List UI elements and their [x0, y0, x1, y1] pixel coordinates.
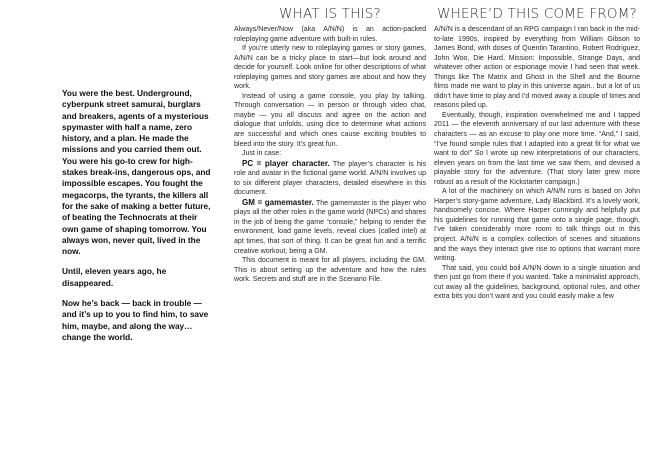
gm-text: The gamemaster is the player who plays all the other roles in the game world (NPCs) and shares in the job of being the game “console,” helping to render the environment, load game levels, reveal clues (called intel) at apt times, that sort of thing. It can be great fun and a terrific creative workout, being a GM.	[234, 199, 427, 255]
intro-paragraph: Now he’s back — back in trouble — and it’s up to you to find him, to save him, maybe, and along the way… change the world.	[62, 298, 209, 342]
where-heading: WHERE’D THIS COME FROM?	[437, 6, 637, 22]
pc-term: PC = player character.	[242, 158, 330, 168]
intro-paragraph: Until, eleven years ago, he disappeared.	[62, 266, 167, 288]
body-paragraph: Eventually, though, inspiration overwhelmed me and I tapped 2011 — the eleventh anniversary of our last adventure with these characters — as an excuse to play one more time. “And,” I said, “I’ve found simple rules that I adapted into a great fit for what we want to do!” So I wrote up new interpretations of our characters, eleven years on from the last time we saw them, and devised a playable story for the adventure. (That story later grew more robust as a result of the Kickstarter campaign.)	[434, 111, 640, 186]
pc-text: The player’s character is his role and avatar in the fictional game world. A/N/N involves up to six different player characters, detailed elsewhere in this document.	[234, 160, 427, 197]
body-paragraph: A lot of the machinery on which A/N/N runs is based on John Harper’s story-game adventure, Lady Blackbird. It’s a lovely work, handsomely concise. Where Harper cunningly and helpfully put his guidelines for running that game onto a single page, though, I’ve taken considerably more room to talk things out in this project. A/N/N is a complex collection of scenes and situations and the ways they interact give rise to options that warrant more writing.	[434, 188, 640, 263]
body-paragraph: That said, you could boil A/N/N down to a single situation and then just go from there if you wanted. Take a minimalist approach, cut away all the guidelines, background, optional rules, and other extra bits you don’t want and you could easily make a few	[434, 264, 640, 301]
body-paragraph: Just in case:	[242, 150, 282, 158]
intro-paragraph: You were the best. Underground, cyberpunk street samurai, burglars and breakers, agents of a mysterious spymaster with half a name, zero history, and a plan. He made the missions and you carried them out. You were his go-to crew for high-stakes break-ins, dangerous ops, and impossible escapes. You fought the megacorps, the tyrants, the killers all for the sake of making a better future, of beating the Technocrats at their own game of shaping tomorrow. You always won, never quit, lived in the now.	[62, 88, 211, 257]
body-paragraph: A/N/N is a descendant of an RPG campaign I ran back in the mid-to-late 1990s, inspired by everything from William Gibson to James Bond, with doses of Quentin Tarantino, Robert Rodriguez, John Woo, Die Hard, Mission: Impossible, Strange Days, and whatever other action or espionage movie I had seen that week. Things like The Matrix and Ghost in the Shell and the Bourne films made me want to play in this universe again.. but a lot of us didn’t have time to play and I’d moved away a couple of times and reasons piled up.	[434, 26, 640, 110]
intro-column	[62, 88, 212, 352]
gm-term: GM = gamemaster.	[242, 197, 314, 207]
what-is-this-column	[234, 6, 426, 285]
pc-definition	[234, 159, 426, 198]
body-paragraph: Always/Never/Now (aka A/N/N) is an action-packed roleplaying game adventure with built-in rules.	[234, 26, 426, 43]
where-column	[434, 6, 640, 302]
what-is-this-heading: WHAT IS THIS?	[279, 6, 381, 22]
body-paragraph: Instead of using a game console, you play by talking. Through conversation — in person or through video chat, maybe — you all discuss and agree on the action and dialogue that unfolds, using dice to determine what actions are successful and which ones cause exciting troubles to bleed into the story. It’s great fun.	[234, 92, 426, 148]
body-paragraph: If you’re utterly new to roleplaying games or story games, A/N/N can be a tricky place to start—but look around and decide for yourself. Look online for other descriptions of what roleplaying games and story games are about and how they work.	[234, 45, 426, 91]
body-paragraph: This document is meant for all players, including the GM. This is about setting up the adventure and how the rules work. Secrets and stuff are in the Scenario File.	[234, 257, 426, 284]
gm-definition	[234, 198, 426, 256]
